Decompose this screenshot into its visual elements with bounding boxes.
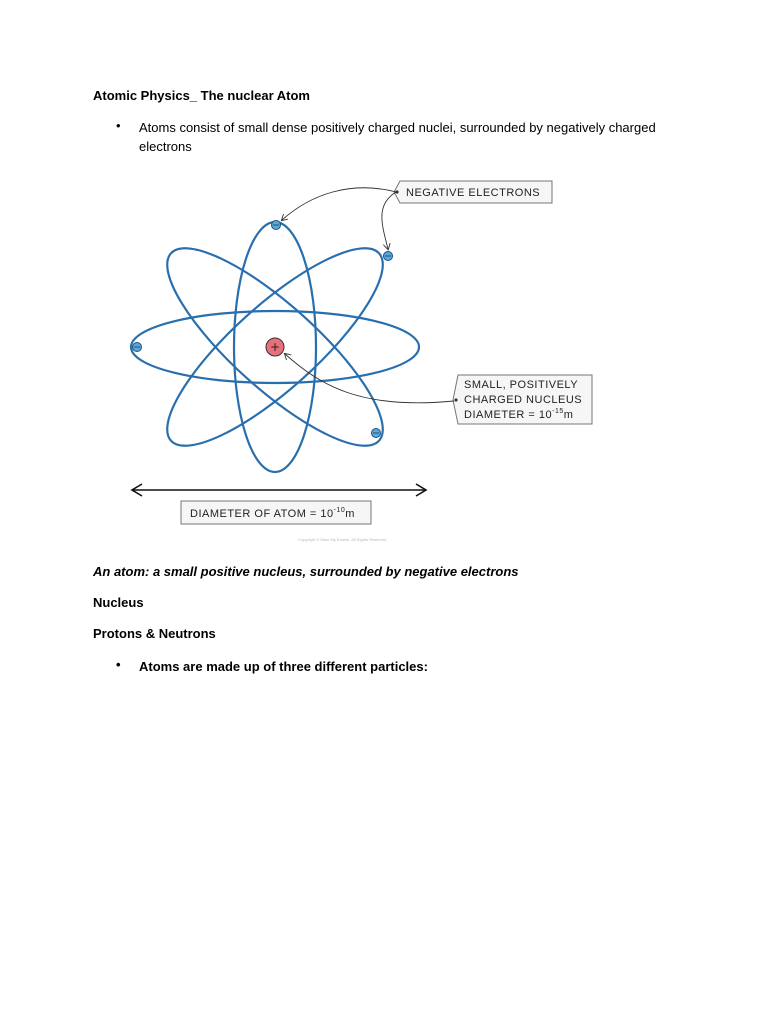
copyright-text: Copyright © Save My Exams. All Rights Reserved xyxy=(298,537,387,542)
electron xyxy=(272,221,281,230)
atom-exponent: -10 xyxy=(333,507,346,514)
electrons-label-text: NEGATIVE ELECTRONS xyxy=(406,187,541,199)
nucleus-label xyxy=(453,375,592,424)
atom-diagram xyxy=(120,170,600,550)
electrons-label xyxy=(394,181,552,203)
nucleus-symbol: + xyxy=(269,340,281,354)
electron xyxy=(384,252,393,261)
nucleus-label-line2: CHARGED NUCLEUS xyxy=(464,394,583,406)
nucleus-label-line1: SMALL, POSITIVELY xyxy=(464,379,579,391)
bullet-text-2: Atoms are made up of three different particles: xyxy=(139,659,428,674)
atom-diameter-arrow xyxy=(132,484,426,496)
electron xyxy=(133,343,142,352)
atom-unit: m xyxy=(345,508,355,520)
atom-diameter-label xyxy=(181,501,371,524)
heading-nucleus: Nucleus xyxy=(93,595,144,610)
page-title: Atomic Physics_ The nuclear Atom xyxy=(93,88,310,103)
nucleus-unit: m xyxy=(563,409,574,421)
nucleus xyxy=(266,338,284,356)
figure-caption: An atom: a small positive nucleus, surrounded by negative electrons xyxy=(93,564,519,579)
nucleus-exponent: -15 xyxy=(552,408,564,415)
atom-label-text: DIAMETER OF ATOM = 10 xyxy=(190,508,334,520)
arrow-to-nucleus xyxy=(285,354,454,403)
svg-text:DIAMETER OF ATOM = 10-10m xyxy=(190,507,355,520)
bullet-marker: • xyxy=(116,657,121,672)
bullet-text-1: Atoms consist of small dense positively charged nuclei, surrounded by negatively charged electrons xyxy=(139,120,656,154)
electron xyxy=(372,429,381,438)
heading-protons-neutrons: Protons & Neutrons xyxy=(93,626,216,641)
arrow-to-electron-top xyxy=(282,188,396,220)
bullet-marker: • xyxy=(116,118,121,133)
nucleus-label-line3: DIAMETER = 10 xyxy=(464,409,553,421)
arrow-to-electron-right xyxy=(382,192,396,249)
